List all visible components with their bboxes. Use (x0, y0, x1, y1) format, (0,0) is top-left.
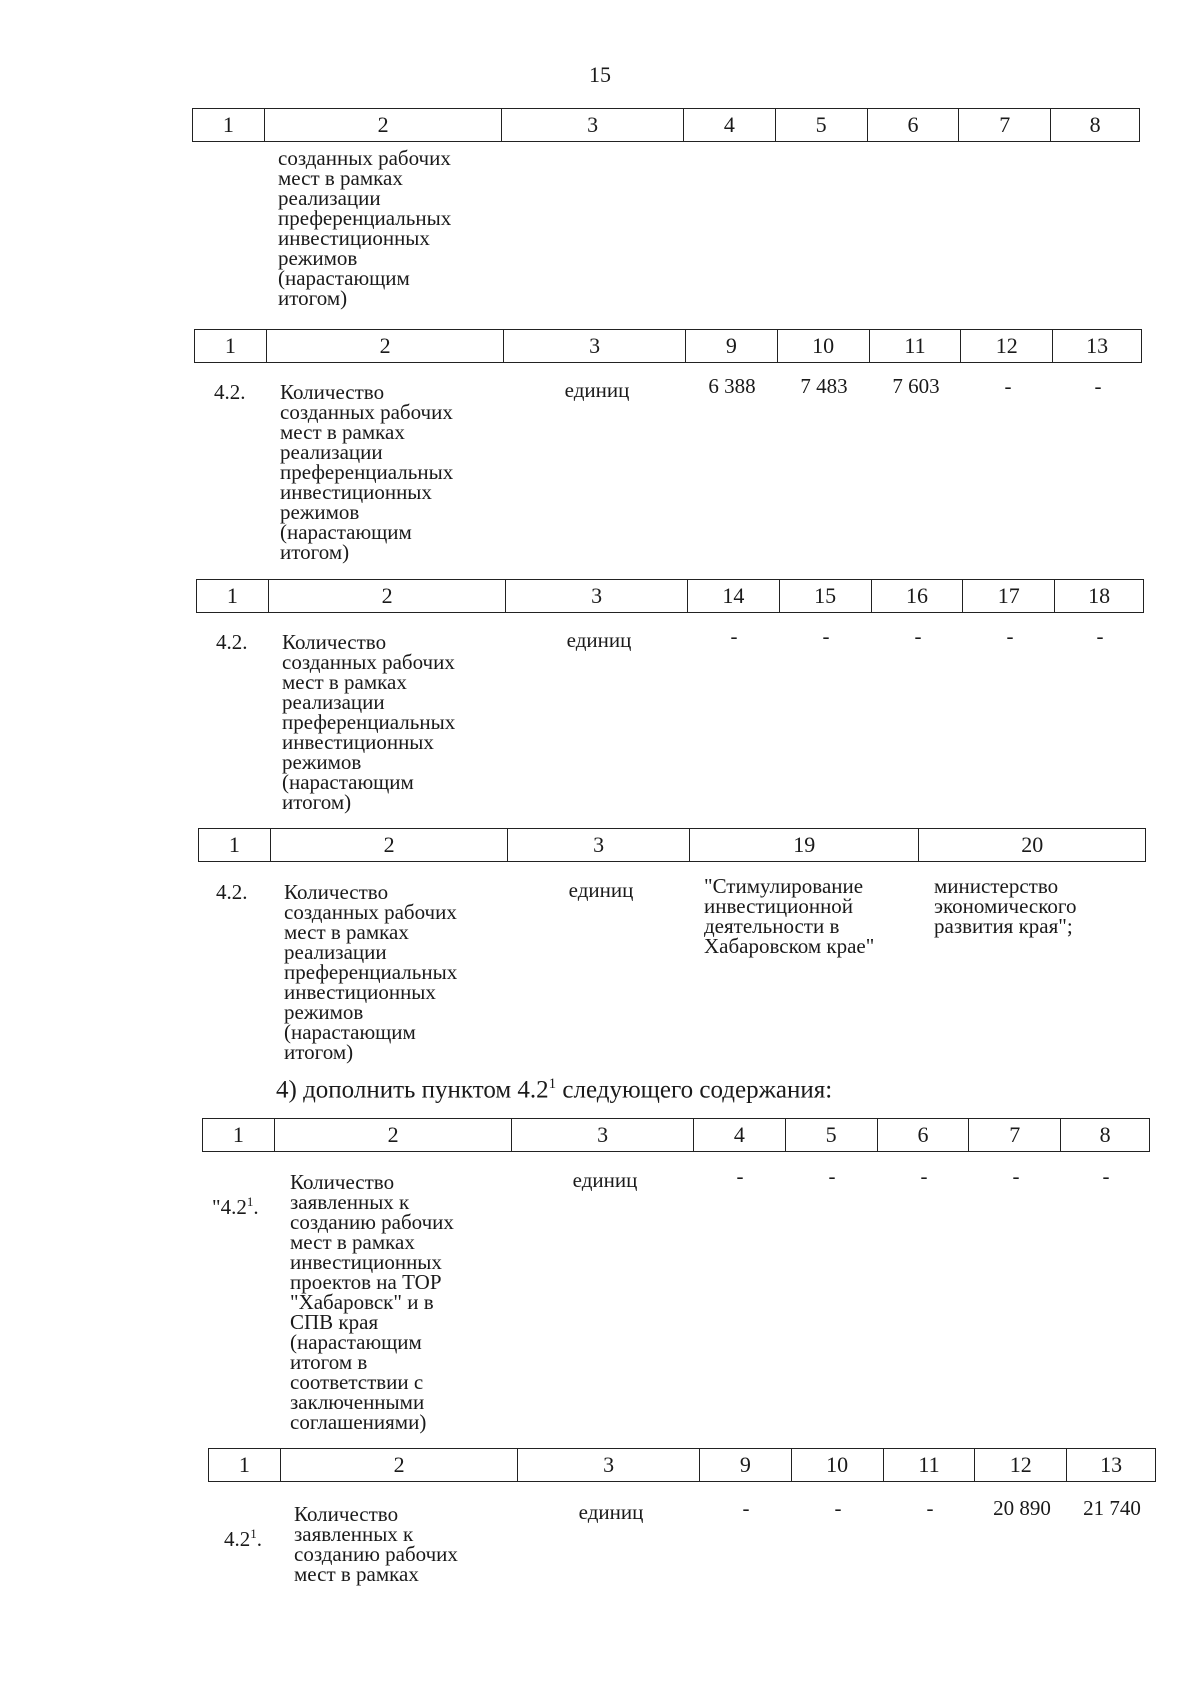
value-cell: - (834, 1496, 842, 1520)
instruction-text (276, 1076, 832, 1104)
row-code (224, 1504, 262, 1549)
header-cell: 2 (269, 580, 507, 612)
header-cell: 11 (870, 330, 962, 362)
header-cell: 1 (203, 1119, 275, 1151)
table-header-5 (202, 1118, 1150, 1152)
header-cell: 13 (1086, 333, 1109, 358)
header-cell: 1 (209, 1449, 281, 1481)
header-cell: 4 (694, 1119, 786, 1151)
table-header-6 (208, 1448, 1156, 1482)
header-cell: 12 (975, 1449, 1067, 1481)
header-cell: 3 (518, 1449, 700, 1481)
indicator-name: созданных рабочих мест в рамках реализации преференциальных инвестиционных режимов (нарастающим итогом) (278, 146, 452, 310)
header-cell: 2 (267, 330, 505, 362)
table-header-3 (196, 579, 1144, 613)
header-cell: 17 (963, 580, 1055, 612)
indicator-name: Количество созданных рабочих мест в рамках реализации преференциальных инвестиционных режимов (нарастающим итогом) (282, 630, 456, 814)
indicator-name: Количество заявленных к созданию рабочих мест в рамках инвестиционных проектов на ТОР "Хабаровск" и в СПВ края (нарастающим итогом в соответствии с заключенными соглашениями) (290, 1170, 454, 1434)
value-cell: - (1096, 624, 1104, 648)
value-cell: - (1094, 374, 1102, 398)
value-cell: - (914, 624, 922, 648)
header-cell: 13 (1100, 1452, 1123, 1477)
header-cell: 3 (512, 1119, 694, 1151)
value-cell: 7 603 (892, 374, 940, 398)
table-header-2 (194, 329, 1142, 363)
table-header-1 (192, 108, 1140, 142)
value-cell: - (1012, 1164, 1020, 1188)
value-cell: - (926, 1496, 934, 1520)
header-cell: 8 (1099, 1122, 1111, 1147)
value-cell: 21 740 (1083, 1496, 1141, 1520)
unit-cell: единиц (572, 1168, 638, 1192)
table-header-4 (198, 828, 1146, 862)
indicator-name: Количество созданных рабочих мест в рамках реализации преференциальных инвестиционных режимов (нарастающим итогом) (284, 880, 458, 1064)
header-cell: 14 (688, 580, 780, 612)
header-cell: 2 (265, 109, 503, 141)
row-code: 4.2. (216, 880, 248, 904)
value-cell: - (1004, 374, 1012, 398)
row-code-sup: 1 (246, 1194, 254, 1209)
row-code-sup: 1 (250, 1526, 257, 1541)
header-cell: 20 (1021, 832, 1044, 857)
header-cell: 18 (1088, 583, 1111, 608)
row-code: 4.2. (216, 630, 248, 654)
header-cell: 16 (872, 580, 964, 612)
row-code-tail: . (256, 1527, 262, 1551)
value-cell: - (736, 1164, 744, 1188)
row-code-main: "4.2 (212, 1195, 247, 1219)
unit-cell: единиц (578, 1500, 644, 1524)
value-cell: 20 890 (993, 1496, 1051, 1520)
header-cell: 10 (778, 330, 870, 362)
header-cell: 3 (508, 829, 690, 861)
executor-name: министерство экономического развития края"; (934, 874, 1077, 938)
header-cell: 19 (690, 829, 920, 861)
value-cell: - (1102, 1164, 1110, 1188)
header-cell: 1 (197, 580, 269, 612)
unit-cell: единиц (566, 628, 632, 652)
header-cell: 6 (878, 1119, 970, 1151)
value-cell: - (828, 1164, 836, 1188)
program-name: "Стимулирование инвестиционной деятельности в Хабаровском крае" (704, 874, 875, 958)
header-cell: 4 (684, 109, 776, 141)
page-number: 15 (589, 62, 611, 87)
header-cell: 3 (504, 330, 686, 362)
unit-cell: единиц (564, 378, 630, 402)
value-cell: 6 388 (708, 374, 756, 398)
header-cell: 2 (275, 1119, 513, 1151)
indicator-name: Количество созданных рабочих мест в рамках реализации преференциальных инвестиционных режимов (нарастающим итогом) (280, 380, 454, 564)
value-cell: - (1006, 624, 1014, 648)
header-cell: 2 (281, 1449, 519, 1481)
value-cell: - (822, 624, 830, 648)
header-cell: 9 (700, 1449, 792, 1481)
header-cell: 1 (193, 109, 265, 141)
instruction-tail: следующего содержания: (556, 1076, 833, 1104)
header-cell: 3 (502, 109, 684, 141)
value-cell: - (920, 1164, 928, 1188)
header-cell: 3 (506, 580, 688, 612)
header-cell: 7 (959, 109, 1051, 141)
indicator-name: Количество заявленных к созданию рабочих мест в рамках (294, 1502, 458, 1586)
header-cell: 12 (961, 330, 1053, 362)
header-cell: 6 (868, 109, 960, 141)
header-cell: 2 (271, 829, 509, 861)
header-cell: 7 (969, 1119, 1061, 1151)
header-cell: 5 (786, 1119, 878, 1151)
header-cell: 5 (776, 109, 868, 141)
value-cell: 7 483 (800, 374, 848, 398)
value-cell: - (742, 1496, 750, 1520)
row-code-main: 4.2 (224, 1527, 251, 1551)
unit-cell: единиц (568, 878, 634, 902)
header-cell: 1 (199, 829, 271, 861)
row-code: 4.2. (214, 380, 246, 404)
row-code-tail: . (253, 1195, 259, 1219)
header-cell: 11 (884, 1449, 976, 1481)
instruction-sup: 1 (548, 1076, 557, 1092)
header-cell: 10 (792, 1449, 884, 1481)
header-cell: 15 (780, 580, 872, 612)
row-code (212, 1172, 259, 1217)
value-cell: - (730, 624, 738, 648)
header-cell: 1 (195, 330, 267, 362)
instruction-main: 4) дополнить пунктом 4.2 (276, 1076, 549, 1104)
header-cell: 8 (1089, 112, 1101, 137)
header-cell: 9 (686, 330, 778, 362)
